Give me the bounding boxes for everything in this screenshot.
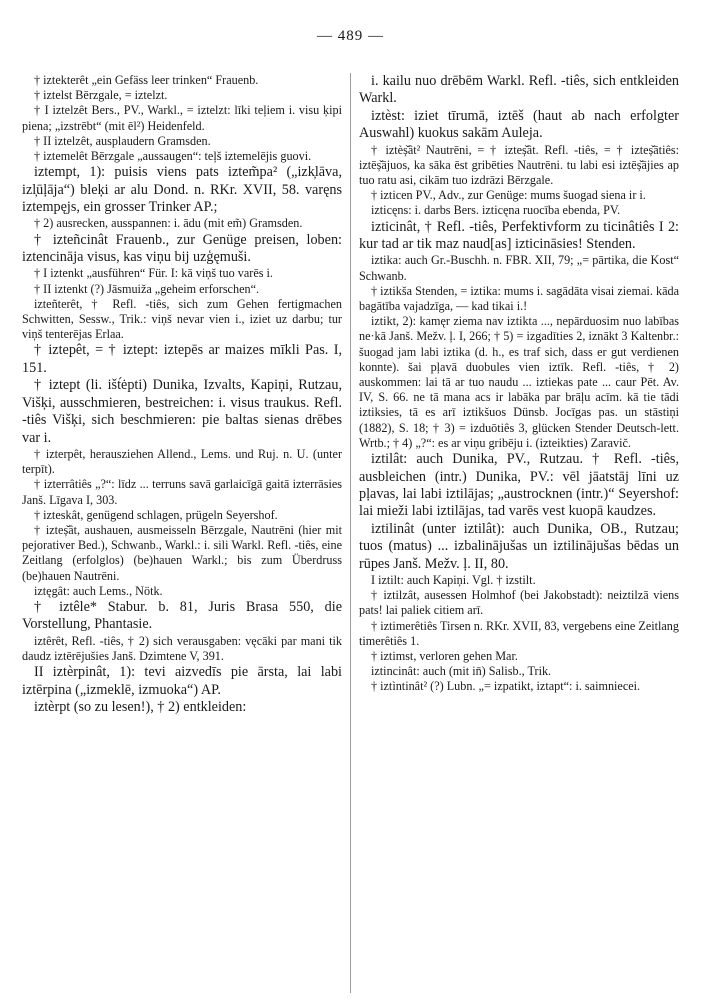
dictionary-entry: † iztepêt, = † iztept: iztepēs ar maizes mīkli Pas. I, 151. [22, 342, 342, 376]
dictionary-entry: † iztìntinât² (?) Lubn. „= izpatikt, iztapt“: i. saimniecei. [371, 679, 641, 694]
dictionary-entry: † izteș̌ât, aushauen, ausmeisseln Bērzgale, Nautrēni (hier mit pejorativer Bed.), Schwanb., Warkl.: i. sili Warkl. Refl. -tiês, eine Zeitlang (erfolglos) (be)hauen Warkl.; bis zum Überdruss (be)hauen Nautrēni. [22, 522, 342, 583]
dictionary-entry: † izterpêt, herausziehen Allend., Lems. und Ruj. n. U. (unter terpīt). [22, 446, 342, 477]
dictionary-entry: I iztilt: auch Kapiņi. Vgl. † izstilt. [371, 572, 536, 587]
dictionary-entry: i. kailu nuo drēbēm Warkl. Refl. -tiês, sich entkleiden Warkl. [359, 73, 679, 107]
dictionary-entry: † I iztelzêt Bers., PV., Warkl., = iztelzt: līki teļiem i. visu ķipi piena; „izstrēbt“ (mit ēl²) Heidenfeld. [22, 103, 342, 133]
dictionary-entry: † II iztelzêt, ausplaudern Gramsden. [34, 133, 211, 148]
dictionary-entry: iztilât: auch Dunika, PV., Rutzau. † Refl. -tiês, ausbleichen (intr.) Dunika, PV.: vēl jāatstāj līni uz pļavas, lai labi iztilājas; „austrocknen (intr.)“ Seyershof: lai mieži labi iztilājas, tad varēs vest kuopā kaudzes. [359, 451, 679, 520]
dictionary-entry: † 2) ausrecken, ausspannen: i. ādu (mit em̃) Gramsden. [34, 216, 303, 231]
dictionary-entry: † izterrâtiês „?“: līdz ... terruns savā garlaicīgā gaitā izterrāsies Janš. Līgava I, 303. [22, 477, 342, 507]
dictionary-entry: iztikt, 2): kamęr ziema nav iztikta ..., nepārduosim nuo labības ne·kā Janš. Mežv. ļ. I, 266; † 5) = izgadīties 2, iznākt 3 Kaltenbr.: šuogad jam labi iztika (d. h., es traf sich, dass er gut verdienen konnte). šai pļavā duobules vien iztīk. Refl. -tiês, † 2) auskommen: lai tā ar tuo naudu ... iztiekas pate ... caur Pēt. Av. IV, S. 66. ne tā mana acs ir labāka par brāļu acīm. kā tie tādi iztiksies, tā es arī iztikšuos Dünsb. Jocīgas pas. un stāstiņi (1882), S. 18; † 3) = izduōtiês 3, glücken Stender Deutsch-lett. Wrtb.; † 4) „?“: es ar viņu gribēju i. (izteikties) Zaravič. [359, 314, 679, 450]
page-number: — 489 — [317, 28, 384, 44]
dictionary-entry: † iztikša Stenden, = iztika: mums i. sagādāta visai ziemai. kāda bagātība vajadzīga, — kad tikai i.! [359, 283, 679, 314]
dictionary-entry: iztèst: iziet tīrumā, iztēš (haut ab nach erfolgter Auswahl) kuokus sakām Auleja. [359, 107, 679, 142]
dictionary-entry: † izteskât, genügend schlagen, prügeln Seyershof. [34, 507, 278, 522]
dictionary-entry: † II iztenkt (?) Jāsmuiža „geheim erforschen“. [34, 281, 260, 296]
dictionary-entry: iztincinât: auch (mit in̄) Salisb., Trik. [371, 664, 552, 679]
text-columns [22, 73, 679, 993]
dictionary-entry: † iztekterêt „ein Gefäss leer trinken“ Frauenb. [34, 73, 259, 87]
dictionary-entry: izticinât, † Refl. -tiês, Perfektivform zu ticinâtiês I 2: kur tad ar tik maz naud[as] izticināsies! Stenden. [359, 218, 679, 253]
dictionary-entry: † izteñcinât Frauenb., zur Genüge preisen, loben: iztencināja visus, kas viņu bij uzģęmuši. [22, 231, 342, 266]
dictionary-entry: † iztept (li. išt́ėpti) Dunika, Izvalts, Kapiņi, Rutzau, Višķi, ausschmieren, bestreichen: i. visus traukus. Refl. -tiês Višķi, sich beschmieren: pie baltas sienas drēbes var i. [22, 377, 342, 446]
dictionary-entry: † iztilzât, ausessen Holmhof (bei Jakobstadt): neiztilzā viens pats! lai paliek citiem arī. [359, 588, 679, 618]
dictionary-entry: † iztimst, verloren gehen Mar. [371, 648, 518, 663]
dictionary-entry: † I iztenkt „ausführen“ Für. I: kā viņš tuo varēs i. [34, 266, 273, 281]
dictionary-entry: † iztelst Bērzgale, = iztelzt. [34, 88, 168, 103]
right-column [350, 73, 679, 993]
dictionary-entry: † iztêle* Stabur. b. 81, Juris Brasa 550, die Vorstellung, Phantasie. [22, 598, 342, 633]
dictionary-entry: izteñterêt, † Refl. -tiês, sich zum Gehen fertigmachen Schwitten, Sessw., Trik.: viņš nevar vien i., iziet uz darbu; tur viņš tenterējas Erlaa. [22, 296, 342, 342]
dictionary-entry: iztęgât: auch Lems., Nötk. [34, 583, 163, 598]
dictionary-entry: † iztèș̌ât² Nautrēni, = † izteș̌ât. Refl. -tiês, = † izteș̌ātiês: iztēș̌ājuos, ka sāka ēst gribēties Nautrēni. tu labi esi iztēș̌ājies ap tuo ratu asi, cikām tuo izdrāzi Bērzgale. [359, 142, 679, 188]
dictionary-entry: iztempt, 1): puisis viens pats iztem̃pa² („izk̦lāva, izl̦ūļāja“) bleķi ar alu Dond. n. RKr. XVII, 58. varęns iztempęjs, ein grosser Trinker AP.; [22, 164, 342, 216]
dictionary-entry: † iztemelêt Bērzgale „aussaugen“: teļš iztemelējis guovi. [34, 149, 312, 164]
dictionary-entry: iztilinât (unter iztilât): auch Dunika, OB., Rutzau; tuos (matus) ... izbalinājušas un iztilinājušas bēdas un rūpes Janš. Mežv. ļ. II, 80. [359, 520, 679, 572]
dictionary-entry: † izticen PV., Adv., zur Genüge: mums šuogad siena ir i. [371, 188, 646, 203]
dictionary-entry: iztêrêt, Refl. -tiês, † 2) sich verausgaben: vęcāki par mani tik daudz iztērējušies Janš. Dzimtene V, 391. [22, 633, 342, 663]
left-column [22, 73, 350, 993]
dictionary-entry: † iztimerêtiês Tirsen n. RKr. XVII, 83, vergebens eine Zeitlang timerêtiês 1. [359, 618, 679, 648]
dictionary-entry: II iztèrpinât, 1): tevi aizvedīs pie ārsta, lai labi iztērpina („izmeklē, izmuoka“) AP. [22, 664, 342, 698]
dictionary-entry: iztika: auch Gr.-Buschh. n. FBR. XII, 79; „= pārtika, die Kost“ Schwanb. [359, 253, 679, 283]
dictionary-entry: iztèrpt (so zu lesen!), † 2) entkleiden: [34, 698, 247, 715]
dictionary-entry: izticęns: i. darbs Bers. izticęna ruocība ebenda, PV. [371, 203, 621, 218]
